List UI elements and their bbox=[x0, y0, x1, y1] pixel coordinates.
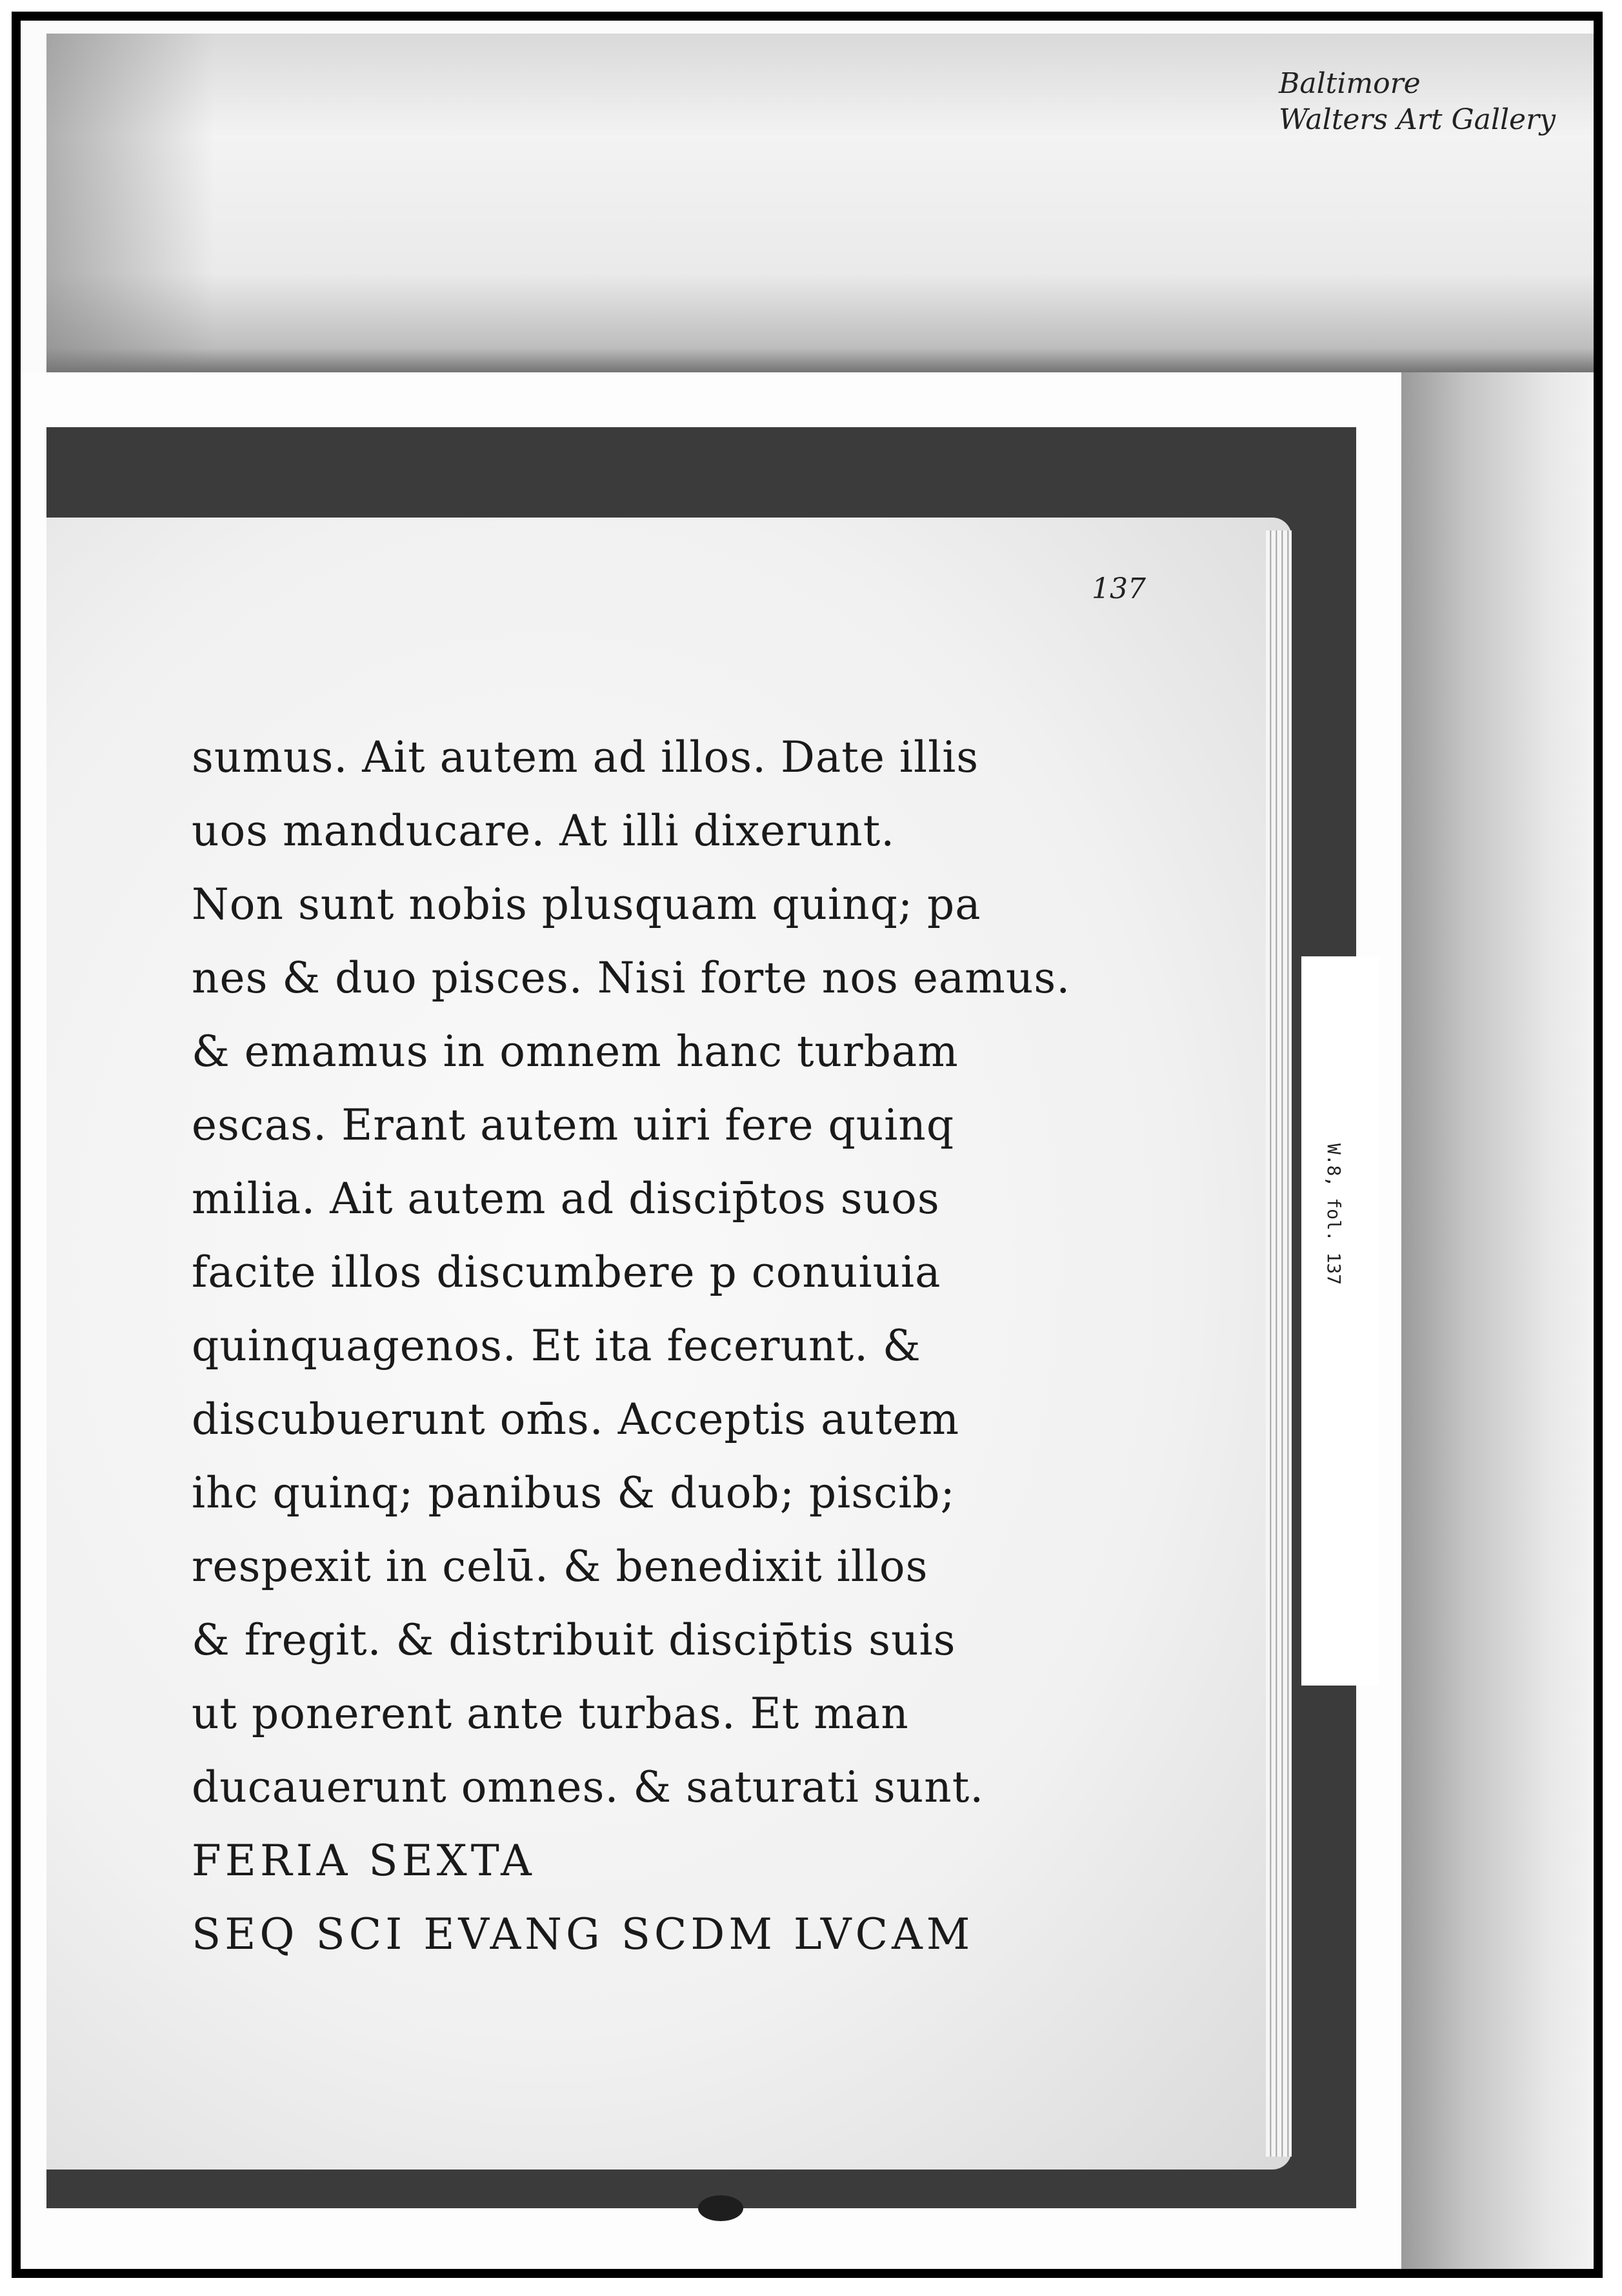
rubric-line: FERIA SEXTA bbox=[192, 1836, 536, 1886]
text-line: nes & duo pisces. Nisi forte nos eamus. bbox=[192, 953, 1071, 1003]
text-line: facite illos discumbere p conuiuia bbox=[192, 1247, 941, 1297]
handwritten-annotation bbox=[1279, 66, 1556, 138]
text-line: & emamus in omnem hanc turbam bbox=[192, 1027, 959, 1076]
text-line: respexit in celū. & benedixit illos bbox=[192, 1542, 928, 1591]
text-line: Non sunt nobis plusquam quinq; pa bbox=[192, 880, 981, 929]
text-line: escas. Erant autem uiri fere quinq bbox=[192, 1100, 955, 1150]
shelfmark-label bbox=[1317, 1143, 1356, 1531]
annotation-line-2: Walters Art Gallery bbox=[1279, 103, 1556, 136]
shelfmark-text: W.8, fol. 137 bbox=[1323, 1143, 1345, 1285]
text-line: ihc quinq; panibus & duob; piscib; bbox=[192, 1468, 956, 1518]
annotation-line-1: Baltimore bbox=[1279, 67, 1421, 100]
text-line: ducauerunt omnes. & saturati sunt. bbox=[192, 1762, 985, 1812]
text-line: milia. Ait autem ad discip̄tos suos bbox=[192, 1174, 940, 1224]
manuscript-text bbox=[192, 721, 1071, 1971]
leaf-edge bbox=[1266, 530, 1292, 2157]
folio-number: 137 bbox=[1092, 572, 1146, 605]
text-line: & fregit. & distribuit discip̄tis suis bbox=[192, 1615, 956, 1665]
rubric-line: SEQ SCI EVANG SCDM LVCAM bbox=[192, 1909, 974, 1959]
text-line: sumus. Ait autem ad illos. Date illis bbox=[192, 732, 979, 782]
text-line: uos manducare. At illi dixerunt. bbox=[192, 806, 896, 856]
ink-stamp-mark bbox=[698, 2195, 743, 2221]
right-shadow bbox=[1401, 372, 1603, 2278]
text-line: ut ponerent ante turbas. Et man bbox=[192, 1689, 909, 1738]
text-line: discubuerunt om̄s. Acceptis autem bbox=[192, 1395, 960, 1444]
text-line: quinquagenos. Et ita fecerunt. & bbox=[192, 1321, 921, 1371]
page-frame bbox=[12, 12, 1603, 2278]
